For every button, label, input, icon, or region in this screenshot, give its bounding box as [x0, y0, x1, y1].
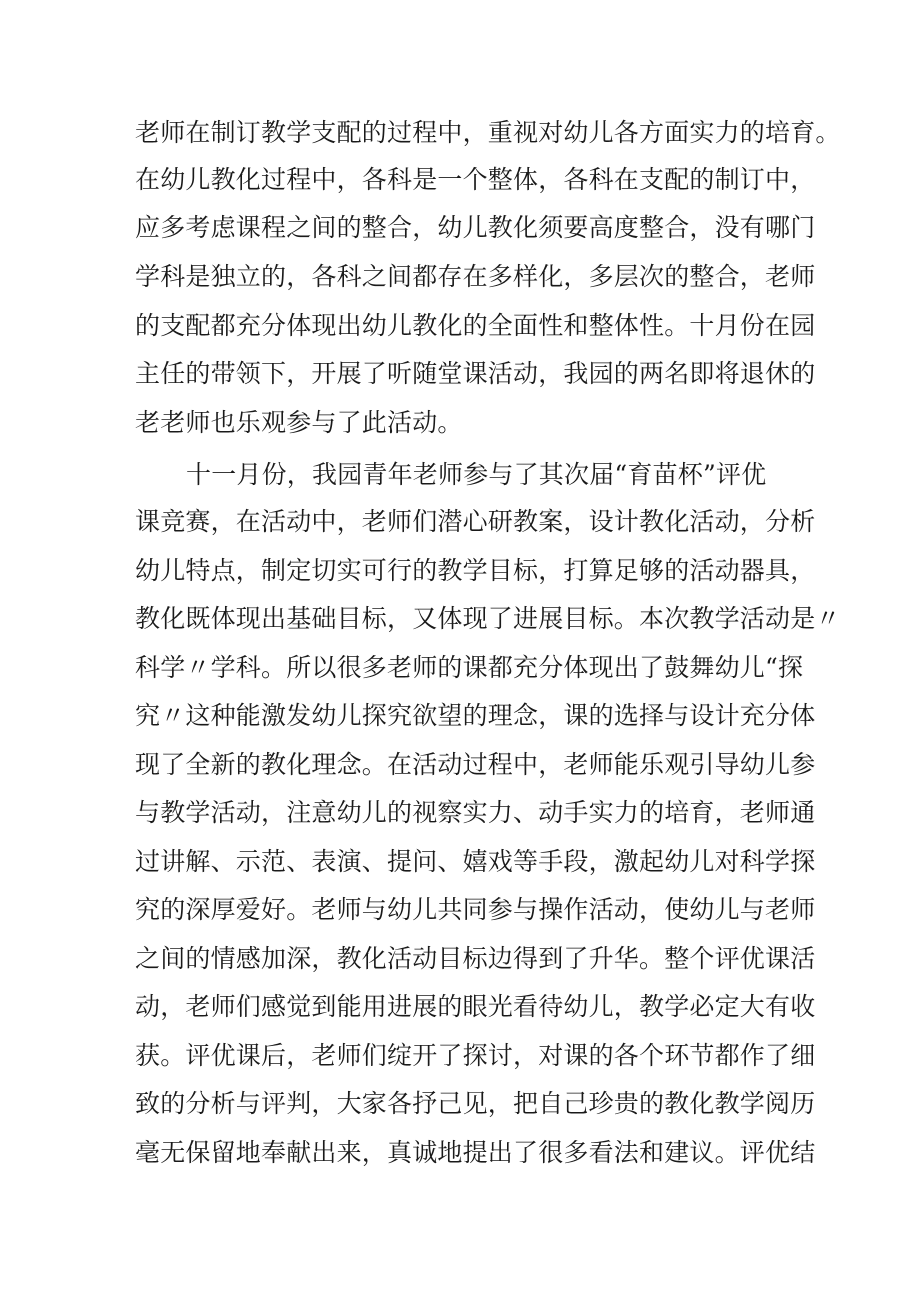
text-line-19: 动，老师们感觉到能用进展的眼光看待幼儿，教学必定大有收 — [135, 992, 816, 1021]
text-line-15: 与教学活动，注意幼儿的视察实力、动手实力的培育，老师通 — [135, 798, 816, 827]
text-line-6: 主任的带领下，开展了听随堂课活动，我园的两名即将退休的 — [135, 359, 816, 388]
text-line-22: 毫无保留地奉献出来，真诚地提出了很多看法和建议。评优结 — [135, 1138, 816, 1167]
text-line-4: 学科是独立的，各科之间都存在多样化，多层次的整合，老师 — [135, 262, 816, 291]
text-line-11: 教化既体现出基础目标，又体现了进展目标。本次教学活动是〃 — [135, 604, 841, 633]
text-line-16: 过讲解、示范、表演、提问、嬉戏等手段，激起幼儿对科学探 — [135, 847, 816, 876]
text-line-20: 获。评优课后，老师们绽开了探讨，对课的各个环节都作了细 — [135, 1041, 816, 1070]
text-line-10: 幼儿特点，制定切实可行的教学目标，打算足够的活动器具， — [135, 556, 816, 585]
text-line-5: 的支配都充分体现出幼儿教化的全面性和整体性。十月份在园 — [135, 311, 816, 340]
text-line-9: 课竞赛，在活动中，老师们潜心研教案，设计教化活动，分析 — [135, 507, 816, 536]
text-line-18: 之间的情感加深，教化活动目标边得到了升华。整个评优课活 — [135, 944, 816, 973]
text-line-1: 老师在制订教学支配的过程中，重视对幼儿各方面实力的培育。 — [135, 118, 841, 147]
text-line-13: 究〃这种能激发幼儿探究欲望的理念，课的选择与设计充分体 — [135, 701, 816, 730]
text-line-17: 究的深厚爱好。老师与幼儿共同参与操作活动，使幼儿与老师 — [135, 895, 816, 924]
text-line-8-paragraph-start: 十一月份，我园青年老师参与了其次届“育苗杯”评优 — [186, 460, 767, 489]
text-line-12: 科学〃学科。所以很多老师的课都充分体现出了鼓舞幼儿“探 — [135, 653, 804, 682]
text-line-21: 致的分析与评判，大家各抒己见，把自己珍贵的教化教学阅历 — [135, 1089, 816, 1118]
text-line-14: 现了全新的教化理念。在活动过程中，老师能乐观引导幼儿参 — [135, 750, 816, 779]
text-line-7: 老老师也乐观参与了此活动。 — [135, 408, 463, 437]
text-line-3: 应多考虑课程之间的整合，幼儿教化须要高度整合，没有哪门 — [135, 213, 816, 242]
text-line-2: 在幼儿教化过程中，各科是一个整体，各科在支配的制订中， — [135, 165, 816, 194]
